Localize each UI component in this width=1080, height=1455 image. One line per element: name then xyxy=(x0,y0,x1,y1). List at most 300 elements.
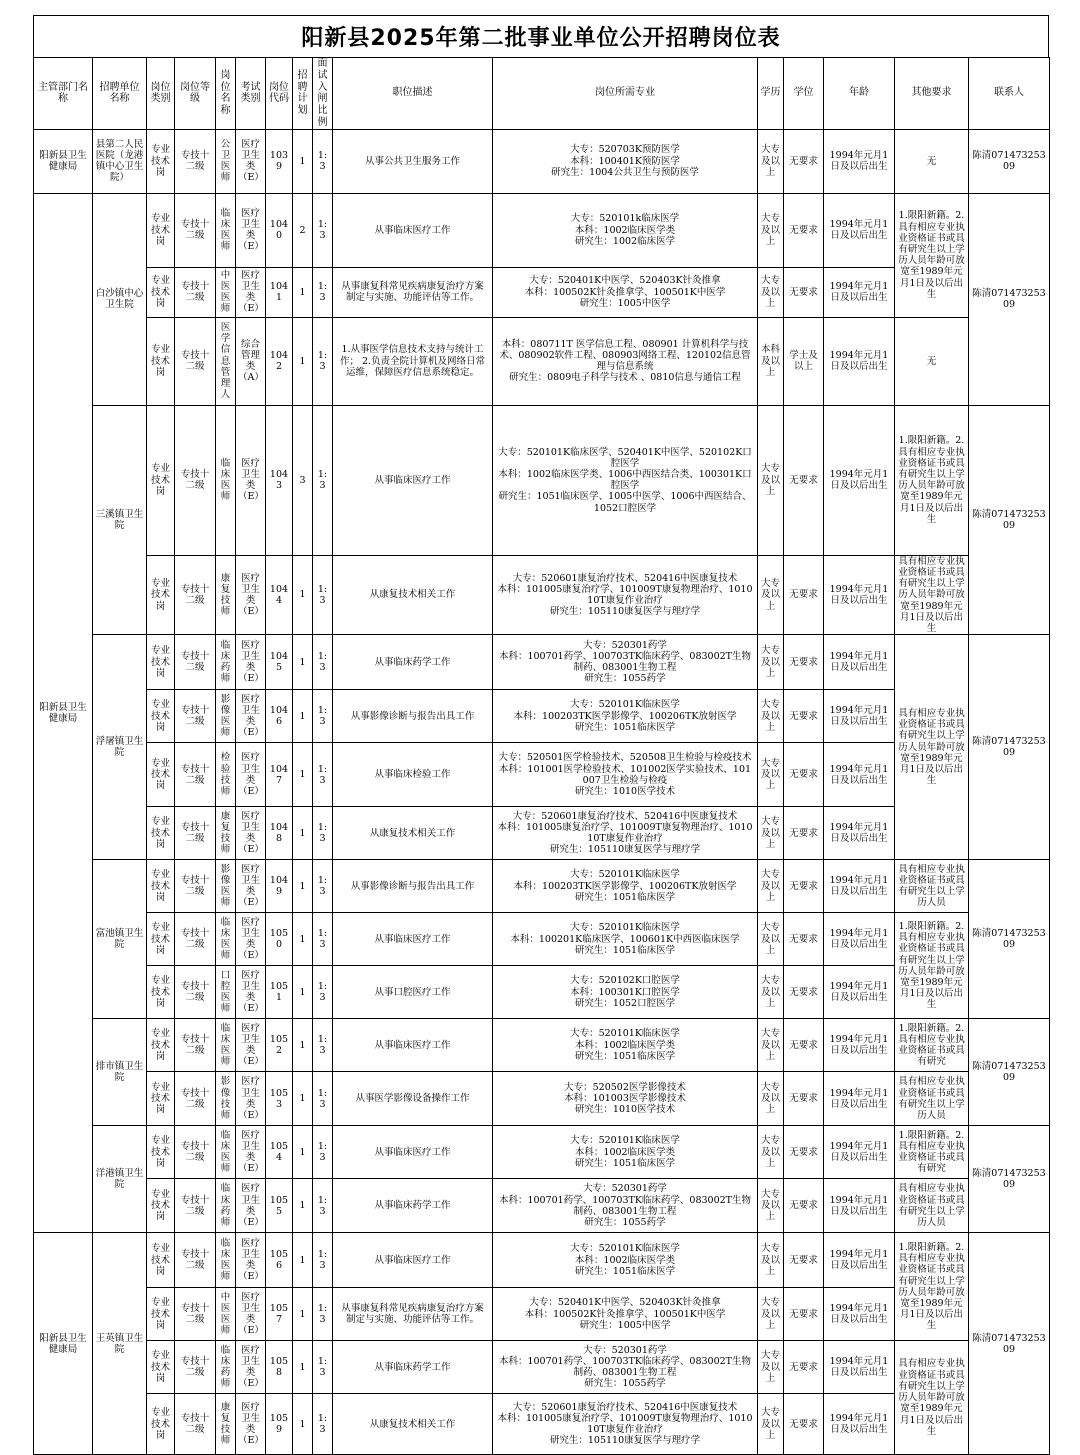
post-level-cell: 专技十二级 xyxy=(175,966,216,1019)
post-code-cell: 1043 xyxy=(266,405,293,555)
plan-count-cell: 1 xyxy=(293,1341,313,1394)
post-name-cell: 影像技师 xyxy=(216,1072,236,1126)
post-code-cell: 1055 xyxy=(266,1179,293,1233)
degree-cell: 无要求 xyxy=(784,913,824,966)
major-line: 研究生：1051临床医学 xyxy=(574,891,676,903)
other-requirements-cell: 1.限阳新籍。2.具有相应专业执业资格证书或具有研究生以上学历人员年龄可放宽至1989年元月1日及以后出生 xyxy=(895,913,969,1019)
exam-type-cell: 医疗卫生类（E） xyxy=(236,807,266,860)
major-cell xyxy=(493,267,758,317)
education-cell: 大专及以上 xyxy=(758,966,784,1019)
degree-cell: 学士及以上 xyxy=(784,317,824,405)
post-name-cell: 临床药师 xyxy=(216,1341,236,1394)
page-title: 阳新县2025年第二批事业单位公开招聘岗位表 xyxy=(33,15,1049,57)
table-row xyxy=(34,635,1050,690)
post-name-cell: 影像医师 xyxy=(216,690,236,743)
major-cell xyxy=(493,743,758,807)
interview-ratio-cell: 1:3 xyxy=(313,807,333,860)
header-row xyxy=(34,58,1050,130)
exam-type-cell: 医疗卫生类（E） xyxy=(236,129,266,193)
major-line: 大专：520101K临床医学 xyxy=(570,922,680,934)
major-line: 本科：100301K口腔医学 xyxy=(570,986,680,998)
degree-cell: 无要求 xyxy=(784,635,824,690)
major-cell xyxy=(493,1394,758,1455)
post-code-cell: 1046 xyxy=(266,690,293,743)
other-requirements-cell: 1.限阳新籍。2.具有相应专业执业资格证书或具有研究生以上学历人员年龄可放宽至1989年元月1日及以后出生 xyxy=(895,1233,969,1341)
post-code-cell: 1058 xyxy=(266,1341,293,1394)
col-header: 岗位等级 xyxy=(175,58,216,130)
interview-ratio-cell: 1:3 xyxy=(313,1288,333,1341)
major-cell xyxy=(493,193,758,267)
col-header: 面试入闸比例 xyxy=(313,58,333,130)
major-line: 研究生：1005中医学 xyxy=(579,297,671,309)
major-line: 研究生：1051临床医学 xyxy=(574,1050,676,1062)
degree-cell: 无要求 xyxy=(784,743,824,807)
exam-type-cell: 医疗卫生类（E） xyxy=(236,913,266,966)
interview-ratio-cell: 1:3 xyxy=(313,690,333,743)
post-name-cell: 临床药师 xyxy=(216,1179,236,1233)
age-cell: 1994年元月1日及以后出生 xyxy=(824,1179,895,1233)
education-cell: 大专及以上 xyxy=(758,1341,784,1394)
post-category-cell: 专业技术岗 xyxy=(147,860,175,913)
degree-cell: 无要求 xyxy=(784,1233,824,1288)
education-cell: 大专及以上 xyxy=(758,129,784,193)
plan-count-cell: 1 xyxy=(293,966,313,1019)
education-cell: 大专及以上 xyxy=(758,1126,784,1179)
plan-count-cell: 1 xyxy=(293,1233,313,1288)
education-cell: 大专及以上 xyxy=(758,913,784,966)
col-header: 学位 xyxy=(784,58,824,130)
major-line: 大专：520101k临床医学 xyxy=(570,213,680,225)
unit-cell: 富池镇卫生院 xyxy=(93,860,147,1019)
exam-type-cell: 医疗卫生类（E） xyxy=(236,405,266,555)
col-header: 岗位所需专业 xyxy=(493,58,758,130)
major-cell xyxy=(493,807,758,860)
education-cell: 大专及以上 xyxy=(758,1179,784,1233)
interview-ratio-cell: 1:3 xyxy=(313,317,333,405)
age-cell: 1994年元月1日及以后出生 xyxy=(824,555,895,634)
col-header: 职位描述 xyxy=(333,58,493,130)
contact-cell: 陈清07147325309 xyxy=(969,860,1050,1019)
post-level-cell: 专技十二级 xyxy=(175,807,216,860)
post-code-cell: 1057 xyxy=(266,1288,293,1341)
other-requirements-cell: 具有相应专业执业资格证书或具有研究生以上学历人员 xyxy=(895,1072,969,1126)
dept-cell: 阳新县卫生健康局 xyxy=(34,1233,93,1455)
interview-ratio-cell: 1:3 xyxy=(313,913,333,966)
other-requirements-cell: 1.限阳新籍。2.具有相应专业执业资格证书或具有研究生以上学历人员年龄可放宽至1989年元月1日及以后出生 xyxy=(895,405,969,555)
post-code-cell: 1054 xyxy=(266,1126,293,1179)
post-level-cell: 专技十二级 xyxy=(175,405,216,555)
major-cell xyxy=(493,405,758,555)
major-line: 本科：1002临床医学类 xyxy=(574,1254,676,1266)
major-line: 本科：080711T 医学信息工程、080901 计算机科学与技术、080902软件工程、080903网络工程、120102信息管理与信息系统 xyxy=(499,338,751,373)
other-requirements-cell: 1.限阳新籍。2.具有相应专业执业资格证书或具有研究 xyxy=(895,1126,969,1179)
post-level-cell: 专技十二级 xyxy=(175,1341,216,1394)
post-level-cell: 专技十二级 xyxy=(175,690,216,743)
col-header: 岗位代码 xyxy=(266,58,293,130)
education-cell: 大专及以上 xyxy=(758,405,784,555)
major-line: 本科：1002临床医学类、1006中西医结合类、100301K口腔医学 xyxy=(498,469,752,492)
interview-ratio-cell: 1:3 xyxy=(313,966,333,1019)
major-line: 研究生：1010医学技术 xyxy=(574,785,676,797)
job-description-cell: 从事临床药学工作 xyxy=(333,1179,493,1233)
major-line: 本科：101001医学检验技术、101002医学实验技术、101007卫生检验与检疫 xyxy=(498,763,752,786)
post-code-cell: 1059 xyxy=(266,1394,293,1455)
plan-count-cell: 1 xyxy=(293,555,313,634)
plan-count-cell: 1 xyxy=(293,860,313,913)
major-line: 本科：100701药学、100703TK临床药学、083002T生物制药、083001生物工程 xyxy=(498,651,752,674)
table-row xyxy=(34,913,1050,966)
age-cell: 1994年元月1日及以后出生 xyxy=(824,129,895,193)
job-description-cell: 从事临床药学工作 xyxy=(333,1341,493,1394)
plan-count-cell: 1 xyxy=(293,1126,313,1179)
degree-cell: 无要求 xyxy=(784,555,824,634)
degree-cell: 无要求 xyxy=(784,1072,824,1126)
post-name-cell: 临床医师 xyxy=(216,1126,236,1179)
post-category-cell: 专业技术岗 xyxy=(147,555,175,634)
table-row xyxy=(34,193,1050,267)
post-name-cell: 临床医师 xyxy=(216,405,236,555)
plan-count-cell: 1 xyxy=(293,1019,313,1072)
plan-count-cell: 2 xyxy=(293,193,313,267)
recruitment-sheet xyxy=(33,15,1049,1455)
job-description-cell: 1.从事医学信息技术支持与统计工作； 2.负责全院计算机及网络日常运维，保障医疗信息系统稳定。 xyxy=(333,317,493,405)
major-line: 大专：520101K临床医学 xyxy=(570,1243,680,1255)
post-level-cell: 专技十二级 xyxy=(175,129,216,193)
post-level-cell: 专技十二级 xyxy=(175,913,216,966)
other-requirements-cell: 具有相应专业执业资格证书或具有研究生以上学历人员 xyxy=(895,860,969,913)
post-category-cell: 专业技术岗 xyxy=(147,193,175,267)
post-code-cell: 1050 xyxy=(266,913,293,966)
major-line: 大专：520703K预防医学 xyxy=(570,144,680,156)
major-cell xyxy=(493,966,758,1019)
major-cell xyxy=(493,1179,758,1233)
major-line: 研究生：1002临床医学 xyxy=(574,235,676,247)
post-name-cell: 检验技师 xyxy=(216,743,236,807)
major-line: 研究生：1051临床医学、1005中医学、1006中西医结合、1052口腔医学 xyxy=(498,491,752,514)
age-cell: 1994年元月1日及以后出生 xyxy=(824,1126,895,1179)
plan-count-cell: 1 xyxy=(293,1288,313,1341)
table-row xyxy=(34,555,1050,634)
col-header: 考试类别 xyxy=(236,58,266,130)
interview-ratio-cell: 1:3 xyxy=(313,860,333,913)
exam-type-cell: 综合管理类（A） xyxy=(236,317,266,405)
age-cell: 1994年元月1日及以后出生 xyxy=(824,966,895,1019)
interview-ratio-cell: 1:3 xyxy=(313,1341,333,1394)
post-name-cell: 中医医师 xyxy=(216,267,236,317)
plan-count-cell: 1 xyxy=(293,690,313,743)
post-name-cell: 公卫医师 xyxy=(216,129,236,193)
post-name-cell: 康复技师 xyxy=(216,555,236,634)
post-level-cell: 专技十二级 xyxy=(175,193,216,267)
degree-cell: 无要求 xyxy=(784,1019,824,1072)
table-row xyxy=(34,129,1050,193)
major-line: 研究生：0809电子科学与技术 、0810信息与通信工程 xyxy=(509,372,741,384)
age-cell: 1994年元月1日及以后出生 xyxy=(824,1233,895,1288)
post-code-cell: 1040 xyxy=(266,193,293,267)
major-line: 本科：101005康复治疗学、101009T康复物理治疗、101010T康复作业治疗 xyxy=(497,583,753,606)
age-cell: 1994年元月1日及以后出生 xyxy=(824,405,895,555)
post-name-cell: 影像医师 xyxy=(216,860,236,913)
post-category-cell: 专业技术岗 xyxy=(147,635,175,690)
interview-ratio-cell: 1:3 xyxy=(313,1019,333,1072)
age-cell: 1994年元月1日及以后出生 xyxy=(824,1341,895,1394)
major-cell xyxy=(493,129,758,193)
degree-cell: 无要求 xyxy=(784,966,824,1019)
major-cell xyxy=(493,1126,758,1179)
post-level-cell: 专技十二级 xyxy=(175,635,216,690)
job-description-cell: 从事临床检验工作 xyxy=(333,743,493,807)
major-line: 大专：520601康复治疗技术、520416中医康复技术 xyxy=(512,1401,738,1413)
post-category-cell: 专业技术岗 xyxy=(147,267,175,317)
job-description-cell: 从事影像诊断与报告出具工作 xyxy=(333,690,493,743)
post-level-cell: 专技十二级 xyxy=(175,743,216,807)
exam-type-cell: 医疗卫生类（E） xyxy=(236,1126,266,1179)
interview-ratio-cell: 1:3 xyxy=(313,1179,333,1233)
col-header: 招聘单位名称 xyxy=(93,58,147,130)
post-level-cell: 专技十二级 xyxy=(175,1179,216,1233)
major-line: 本科：100701药学、100703TK临床药学、083002T生物制药、083001生物工程 xyxy=(498,1194,752,1217)
job-description-cell: 从事临床医疗工作 xyxy=(333,1126,493,1179)
plan-count-cell: 1 xyxy=(293,129,313,193)
major-line: 研究生：105110康复医学与理疗学 xyxy=(549,606,701,618)
job-description-cell: 从事影像诊断与报告出具工作 xyxy=(333,860,493,913)
interview-ratio-cell: 1:3 xyxy=(313,1233,333,1288)
degree-cell: 无要求 xyxy=(784,193,824,267)
contact-cell: 陈清07147325309 xyxy=(969,1233,1050,1455)
plan-count-cell: 1 xyxy=(293,743,313,807)
major-line: 研究生：1004公共卫生与预防医学 xyxy=(551,166,699,178)
contact-cell: 陈清07147325309 xyxy=(969,1019,1050,1126)
post-name-cell: 康复技师 xyxy=(216,807,236,860)
age-cell: 1994年元月1日及以后出生 xyxy=(824,690,895,743)
other-requirements-cell: 无 xyxy=(895,317,969,405)
interview-ratio-cell: 1:3 xyxy=(313,129,333,193)
major-line: 研究生：1010医学技术 xyxy=(574,1104,676,1116)
major-line: 大专：520601康复治疗技术、520416中医康复技术 xyxy=(512,572,738,584)
post-code-cell: 1049 xyxy=(266,860,293,913)
major-line: 大专：520601康复治疗技术、520416中医康复技术 xyxy=(512,810,738,822)
table-row xyxy=(34,1233,1050,1288)
post-category-cell: 专业技术岗 xyxy=(147,405,175,555)
major-line: 大专：520102K口腔医学 xyxy=(570,975,680,987)
post-category-cell: 专业技术岗 xyxy=(147,966,175,1019)
job-description-cell: 从事临床药学工作 xyxy=(333,635,493,690)
post-name-cell: 临床医师 xyxy=(216,193,236,267)
interview-ratio-cell: 1:3 xyxy=(313,1126,333,1179)
other-requirements-cell: 1.限阳新籍。2.具有相应专业执业资格证书或具有研究 xyxy=(895,1019,969,1072)
interview-ratio-cell: 1:3 xyxy=(313,635,333,690)
col-header: 联系人 xyxy=(969,58,1050,130)
major-cell xyxy=(493,1233,758,1288)
major-line: 本科：100201K临床医学、100601K中西医临床医学 xyxy=(510,933,740,945)
education-cell: 大专及以上 xyxy=(758,193,784,267)
post-level-cell: 专技十二级 xyxy=(175,1126,216,1179)
post-code-cell: 1056 xyxy=(266,1233,293,1288)
other-requirements-cell: 具有相应专业执业资格证书或具有研究生以上学历人员年龄可放宽至1989年元月1日及以后出生 xyxy=(895,555,969,634)
job-description-cell: 从事康复科常见疾病康复治疗方案制定与实施、功能评估等工作。 xyxy=(333,267,493,317)
post-category-cell: 专业技术岗 xyxy=(147,129,175,193)
age-cell: 1994年元月1日及以后出生 xyxy=(824,1288,895,1341)
age-cell: 1994年元月1日及以后出生 xyxy=(824,743,895,807)
major-cell xyxy=(493,860,758,913)
age-cell: 1994年元月1日及以后出生 xyxy=(824,193,895,267)
age-cell: 1994年元月1日及以后出生 xyxy=(824,1394,895,1455)
recruitment-table xyxy=(33,57,1050,1455)
major-cell xyxy=(493,913,758,966)
age-cell: 1994年元月1日及以后出生 xyxy=(824,317,895,405)
major-line: 大专：520301药学 xyxy=(583,1183,667,1195)
other-requirements-cell: 1.限阳新籍。2.具有相应专业执业资格证书或具有研究生以上学历人员年龄可放宽至1989年元月1日及以后出生 xyxy=(895,193,969,317)
degree-cell: 无要求 xyxy=(784,690,824,743)
education-cell: 大专及以上 xyxy=(758,1019,784,1072)
major-cell xyxy=(493,1072,758,1126)
major-line: 本科：100502K针灸推拿学、100501K中医学 xyxy=(524,286,726,298)
education-cell: 大专及以上 xyxy=(758,1072,784,1126)
exam-type-cell: 医疗卫生类（E） xyxy=(236,1394,266,1455)
exam-type-cell: 医疗卫生类（E） xyxy=(236,860,266,913)
table-row xyxy=(34,1072,1050,1126)
major-cell xyxy=(493,635,758,690)
age-cell: 1994年元月1日及以后出生 xyxy=(824,1072,895,1126)
exam-type-cell: 医疗卫生类（E） xyxy=(236,555,266,634)
major-line: 大专：520101K临床医学 xyxy=(570,699,680,711)
degree-cell: 无要求 xyxy=(784,807,824,860)
major-cell xyxy=(493,1019,758,1072)
col-header: 其他要求 xyxy=(895,58,969,130)
major-line: 大专：520502医学影像技术 xyxy=(564,1081,686,1093)
post-category-cell: 专业技术岗 xyxy=(147,690,175,743)
degree-cell: 无要求 xyxy=(784,1126,824,1179)
unit-cell: 县第二人民医院（龙港镇中心卫生院） xyxy=(93,129,147,193)
age-cell: 1994年元月1日及以后出生 xyxy=(824,860,895,913)
plan-count-cell: 1 xyxy=(293,913,313,966)
education-cell: 大专及以上 xyxy=(758,1394,784,1455)
major-line: 大专：520101K临床医学 xyxy=(570,869,680,881)
major-line: 大专：520401K中医学、520403K针灸推拿 xyxy=(529,275,721,287)
unit-cell: 三溪镇卫生院 xyxy=(93,405,147,634)
plan-count-cell: 1 xyxy=(293,635,313,690)
post-code-cell: 1047 xyxy=(266,743,293,807)
exam-type-cell: 医疗卫生类（E） xyxy=(236,690,266,743)
major-line: 研究生：1051临床医学 xyxy=(574,721,676,733)
post-name-cell: 中医医师 xyxy=(216,1288,236,1341)
unit-cell: 白沙镇中心卫生院 xyxy=(93,193,147,405)
dept-cell: 阳新县卫生健康局 xyxy=(34,129,93,193)
major-line: 大专：520401K中医学、520403K针灸推拿 xyxy=(529,1297,721,1309)
post-category-cell: 专业技术岗 xyxy=(147,1394,175,1455)
post-category-cell: 专业技术岗 xyxy=(147,807,175,860)
age-cell: 1994年元月1日及以后出生 xyxy=(824,807,895,860)
major-line: 本科：100401K预防医学 xyxy=(570,155,680,167)
interview-ratio-cell: 1:3 xyxy=(313,555,333,634)
interview-ratio-cell: 1:3 xyxy=(313,743,333,807)
job-description-cell: 从事康复科常见疾病康复治疗方案制定与实施、功能评估等工作。 xyxy=(333,1288,493,1341)
job-description-cell: 从事公共卫生服务工作 xyxy=(333,129,493,193)
plan-count-cell: 3 xyxy=(293,405,313,555)
post-name-cell: 临床药师 xyxy=(216,635,236,690)
major-line: 本科：1002临床医学类 xyxy=(574,1039,676,1051)
post-category-cell: 专业技术岗 xyxy=(147,1126,175,1179)
education-cell: 大专及以上 xyxy=(758,635,784,690)
post-category-cell: 专业技术岗 xyxy=(147,1019,175,1072)
major-line: 大专：520301药学 xyxy=(583,639,667,651)
degree-cell: 无要求 xyxy=(784,1394,824,1455)
exam-type-cell: 医疗卫生类（E） xyxy=(236,966,266,1019)
education-cell: 大专及以上 xyxy=(758,267,784,317)
exam-type-cell: 医疗卫生类（E） xyxy=(236,635,266,690)
major-line: 本科：101003医学影像技术 xyxy=(564,1093,686,1105)
major-line: 本科：1002临床医学类 xyxy=(574,1146,676,1158)
major-line: 研究生：1055药学 xyxy=(584,673,666,685)
major-line: 研究生：1051临床医学 xyxy=(574,1157,676,1169)
degree-cell: 无要求 xyxy=(784,129,824,193)
other-requirements-cell: 无 xyxy=(895,129,969,193)
major-line: 本科：101005康复治疗学、101009T康复物理治疗、101010T康复作业治疗 xyxy=(497,1413,753,1436)
education-cell: 大专及以上 xyxy=(758,555,784,634)
other-requirements-cell: 具有相应专业执业资格证书或具有研究生以上学历人员年龄可放宽至1989年元月1日及以后出生 xyxy=(895,635,969,860)
exam-type-cell: 医疗卫生类（E） xyxy=(236,1179,266,1233)
education-cell: 大专及以上 xyxy=(758,807,784,860)
post-level-cell: 专技十二级 xyxy=(175,267,216,317)
major-line: 研究生：105110康复医学与理疗学 xyxy=(549,844,701,856)
major-line: 大专：520101K临床医学、520401K中医学、520102K口腔医学 xyxy=(498,446,752,469)
major-line: 大专：520101K临床医学 xyxy=(570,1135,680,1147)
major-line: 本科：101005康复治疗学、101009T康复物理治疗、101010T康复作业治疗 xyxy=(497,822,753,845)
col-header: 年龄 xyxy=(824,58,895,130)
unit-cell: 王英镇卫生院 xyxy=(93,1233,147,1455)
contact-cell: 陈清07147325309 xyxy=(969,635,1050,860)
job-description-cell: 从康复技术相关工作 xyxy=(333,555,493,634)
post-name-cell: 临床医师 xyxy=(216,913,236,966)
major-line: 本科：100502K针灸推拿学、100501K中医学 xyxy=(524,1308,726,1320)
job-description-cell: 从事临床医疗工作 xyxy=(333,193,493,267)
age-cell: 1994年元月1日及以后出生 xyxy=(824,913,895,966)
post-category-cell: 专业技术岗 xyxy=(147,1233,175,1288)
post-category-cell: 专业技术岗 xyxy=(147,743,175,807)
job-description-cell: 从事临床医疗工作 xyxy=(333,1019,493,1072)
education-cell: 大专及以上 xyxy=(758,1288,784,1341)
major-cell xyxy=(493,1288,758,1341)
major-line: 大专：520501医学检验技术、520508卫生检验与检疫技术 xyxy=(498,752,752,764)
post-category-cell: 专业技术岗 xyxy=(147,1288,175,1341)
degree-cell: 无要求 xyxy=(784,267,824,317)
interview-ratio-cell: 1:3 xyxy=(313,267,333,317)
education-cell: 大专及以上 xyxy=(758,743,784,807)
post-category-cell: 专业技术岗 xyxy=(147,913,175,966)
post-name-cell: 临床医师 xyxy=(216,1019,236,1072)
education-cell: 大专及以上 xyxy=(758,690,784,743)
post-name-cell: 医学信息管理人 xyxy=(216,317,236,405)
major-line: 研究生：1051临床医学 xyxy=(574,1265,676,1277)
unit-cell: 洋港镇卫生院 xyxy=(93,1126,147,1233)
post-code-cell: 1051 xyxy=(266,966,293,1019)
table-row xyxy=(34,317,1050,405)
interview-ratio-cell: 1:3 xyxy=(313,1072,333,1126)
plan-count-cell: 1 xyxy=(293,807,313,860)
post-code-cell: 1039 xyxy=(266,129,293,193)
post-code-cell: 1053 xyxy=(266,1072,293,1126)
education-cell: 大专及以上 xyxy=(758,860,784,913)
post-level-cell: 专技十二级 xyxy=(175,1288,216,1341)
major-line: 研究生：1055药学 xyxy=(584,1378,666,1390)
post-level-cell: 专技十二级 xyxy=(175,1394,216,1455)
major-line: 本科：1002临床医学类 xyxy=(574,224,676,236)
table-row xyxy=(34,1179,1050,1233)
age-cell: 1994年元月1日及以后出生 xyxy=(824,635,895,690)
dept-cell: 阳新县卫生健康局 xyxy=(34,193,93,1232)
post-code-cell: 1044 xyxy=(266,555,293,634)
col-header: 学历 xyxy=(758,58,784,130)
